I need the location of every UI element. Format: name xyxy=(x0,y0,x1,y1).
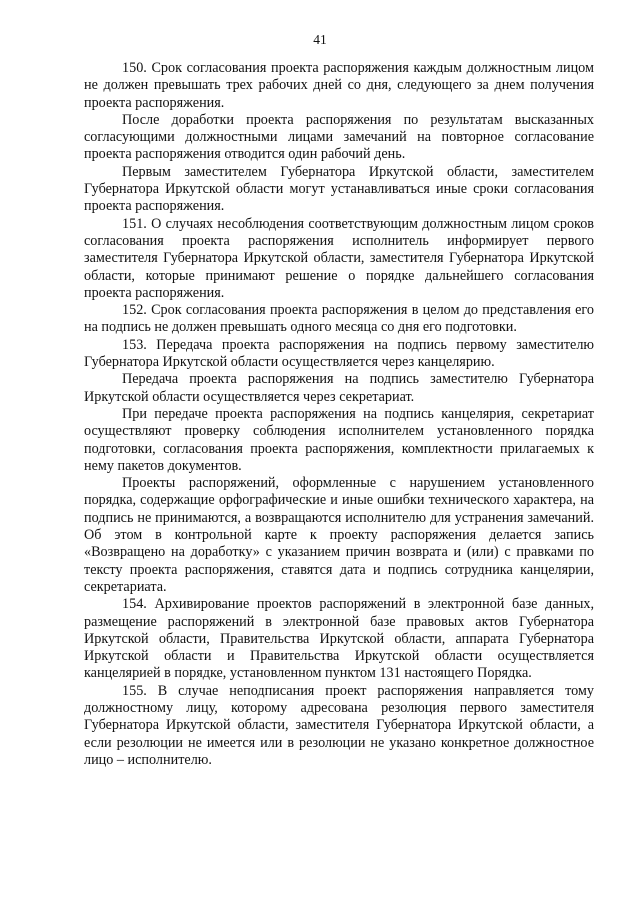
paragraph-150-rework: После доработки проекта распоряжения по результатам высказанных согласующими должностными лицами замечаний на повторное согласование проекта распоряжения отводится один рабочий день. xyxy=(84,111,594,163)
paragraph-154: 154. Архивирование проектов распоряжений в электронной базе данных, размещение распоряжений в электронной базе правовых актов Губернатора Иркутской области, Правительства Иркутской области, аппарата Губернатора Иркутской области и Правительства Иркутской области осуществляется канцелярией в порядке, установленном пунктом 131 настоящего Порядка. xyxy=(84,596,594,682)
paragraph-150: 150. Срок согласования проекта распоряжения каждым должностным лицом не должен превышать трех рабочих дней со дня, следующего за днем получения проекта распоряжения. xyxy=(84,60,594,111)
paragraph-152: 152. Срок согласования проекта распоряжения в целом до представления его на подпись не должен превышать одного месяца со дня его подготовки. xyxy=(84,302,594,336)
paragraph-153-secretariat: Передача проекта распоряжения на подпись заместителю Губернатора Иркутской области осуществляется через секретариат. xyxy=(84,371,594,405)
paragraph-153-return: Проекты распоряжений, оформленные с нарушением установленного порядка, содержащие орфографические и иные ошибки технического характера, на подпись не принимаются, а возвращаются исполнителю для устранения замечаний. Об этом в контрольной карте к проекту распоряжения делается запись «Возвращено на доработку» с указанием причин возврата и (или) с правками по тексту проекта распоряжения, ставятся дата и подпись сотрудника канцелярии, секретариата. xyxy=(84,475,594,595)
paragraph-155: 155. В случае неподписания проект распоряжения направляется тому должностному лицу, которому адресована резолюция первого заместителя Губернатора Иркутской области, заместителя Губернатора Иркутской области, а если резолюции не имеется или в резолюции не указано конкретное должностное лицо – исполнителю. xyxy=(84,682,594,768)
paragraph-153-check: При передаче проекта распоряжения на подпись канцелярия, секретариат осуществляют проверку соблюдения исполнителем установленного порядка подготовки, согласования проекта распоряжения, комплектности прилагаемых к нему пакетов документов. xyxy=(84,405,594,474)
paragraph-151: 151. О случаях несоблюдения соответствующим должностным лицом сроков согласования проекта распоряжения исполнитель информирует первого заместителя Губернатора Иркутской области, заместителя Губернатора Иркутской области, которые принимают решение о порядке дальнейшего согласования проекта распоряжения. xyxy=(84,215,594,301)
document-body xyxy=(84,60,594,769)
page-number: 41 xyxy=(313,32,327,47)
paragraph-150-other-terms: Первым заместителем Губернатора Иркутской области, заместителем Губернатора Иркутской области могут устанавливаться иные сроки согласования проекта распоряжения. xyxy=(84,163,594,215)
paragraph-153: 153. Передача проекта распоряжения на подпись первому заместителю Губернатора Иркутской области осуществляется через канцелярию. xyxy=(84,336,594,371)
